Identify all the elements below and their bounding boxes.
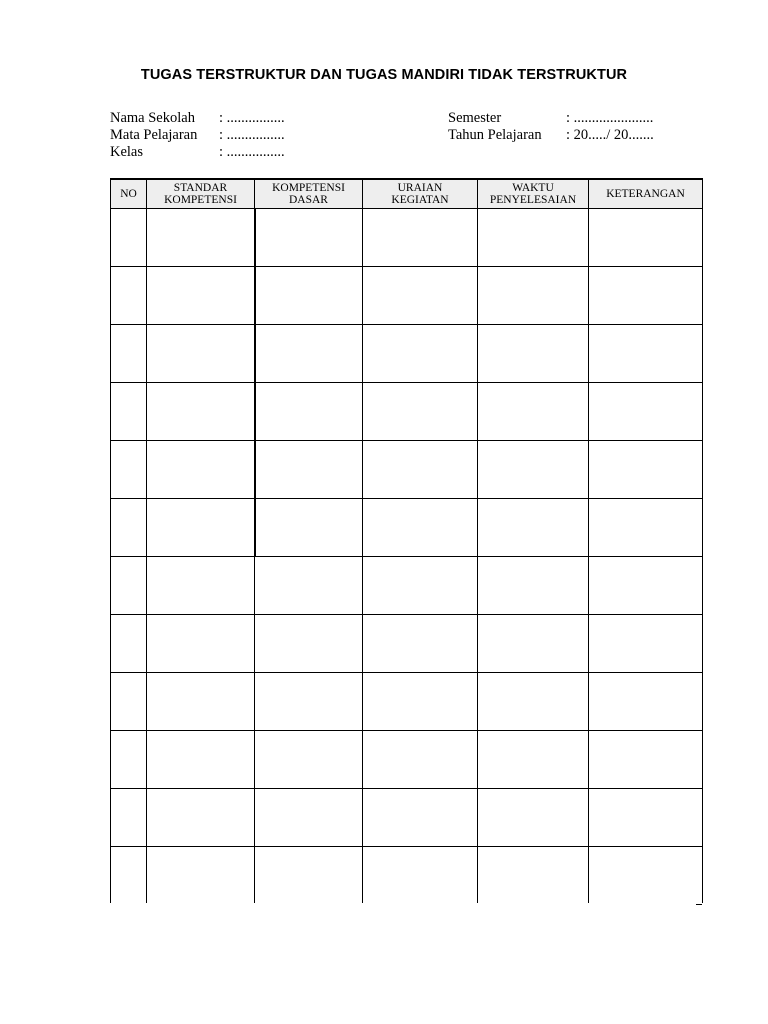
- info-value: : ......................: [566, 110, 654, 126]
- header-cell-uraian-kegiatan: [363, 179, 478, 209]
- table-cell: [255, 847, 363, 904]
- table-cell: [255, 615, 363, 673]
- table-cell: [255, 325, 363, 383]
- table-row: [111, 615, 703, 673]
- table-row: [111, 499, 703, 557]
- table-cell: [363, 209, 478, 267]
- assignment-table: [110, 178, 703, 903]
- table-cell: [589, 499, 703, 557]
- table-cell: [363, 267, 478, 325]
- table-cell: [111, 267, 147, 325]
- table-cell: [363, 557, 478, 615]
- table-cell: [478, 441, 589, 499]
- table-cell: [363, 499, 478, 557]
- header-line-1: NO: [120, 187, 137, 200]
- table-row: [111, 325, 703, 383]
- table-row: [111, 673, 703, 731]
- table-cell: [478, 615, 589, 673]
- table-cell: [363, 325, 478, 383]
- table-cell: [478, 847, 589, 904]
- table-cell: [147, 267, 255, 325]
- table-cell: [111, 209, 147, 267]
- header-line-1: WAKTU: [512, 181, 554, 194]
- table-row: [111, 731, 703, 789]
- info-row-semester: [448, 110, 654, 127]
- header-cell-no: [111, 179, 147, 209]
- header-cell-kompetensi-dasar: [255, 179, 363, 209]
- table-cell: [478, 499, 589, 557]
- table-row: [111, 557, 703, 615]
- table-cell: [147, 383, 255, 441]
- table-cell: [589, 557, 703, 615]
- table-cell: [147, 209, 255, 267]
- table-cell: [111, 441, 147, 499]
- header-line-2: KEGIATAN: [391, 194, 449, 206]
- table-cell: [589, 267, 703, 325]
- table-row: [111, 789, 703, 847]
- table-cell: [589, 615, 703, 673]
- table-cell: [478, 325, 589, 383]
- table-end-mark: [696, 904, 702, 905]
- table-cell: [111, 557, 147, 615]
- table-cell: [147, 789, 255, 847]
- table-cell: [255, 731, 363, 789]
- table-row: [111, 847, 703, 904]
- table-cell: [147, 673, 255, 731]
- table-cell: [111, 673, 147, 731]
- table-cell: [478, 731, 589, 789]
- table-cell: [478, 557, 589, 615]
- table-cell: [111, 325, 147, 383]
- table-cell: [363, 847, 478, 904]
- table-cell: [147, 499, 255, 557]
- table-cell: [255, 789, 363, 847]
- table-cell: [589, 789, 703, 847]
- header-cell-standar-kompetensi: [147, 179, 255, 209]
- info-label: Mata Pelajaran: [110, 127, 198, 143]
- header-line-2: KOMPETENSI: [164, 194, 237, 206]
- info-row-mata-pelajaran: [110, 127, 285, 144]
- table-cell: [147, 557, 255, 615]
- table-cell: [478, 267, 589, 325]
- table-cell: [363, 731, 478, 789]
- table-cell: [363, 383, 478, 441]
- table-cell: [255, 557, 363, 615]
- table-cell: [363, 441, 478, 499]
- info-value: : ................: [219, 110, 285, 126]
- table-cell: [147, 731, 255, 789]
- header-cell-keterangan: [589, 179, 703, 209]
- table-cell: [589, 673, 703, 731]
- table-cell: [111, 847, 147, 904]
- table-cell: [255, 383, 363, 441]
- table-cell: [589, 731, 703, 789]
- table-cell: [111, 499, 147, 557]
- table-cell: [363, 615, 478, 673]
- table-cell: [589, 209, 703, 267]
- header-line-1: KOMPETENSI: [272, 181, 345, 194]
- info-row-kelas: [110, 144, 285, 161]
- table-cell: [478, 383, 589, 441]
- info-value: : ................: [219, 127, 285, 143]
- table-cell: [111, 615, 147, 673]
- header-cell-waktu-penyelesaian: [478, 179, 589, 209]
- table-row: [111, 209, 703, 267]
- table-cell: [589, 441, 703, 499]
- table-cell: [589, 383, 703, 441]
- info-row-nama-sekolah: [110, 110, 285, 127]
- school-info-right: [448, 110, 654, 144]
- table-cell: [363, 673, 478, 731]
- document-title: TUGAS TERSTRUKTUR DAN TUGAS MANDIRI TIDAK TERSTRUKTUR: [140, 67, 628, 83]
- table-cell: [111, 789, 147, 847]
- info-label: Semester: [448, 110, 502, 126]
- table-cell: [478, 673, 589, 731]
- school-info-left: [110, 110, 285, 161]
- header-line-1: URAIAN: [397, 181, 443, 194]
- info-row-tahun-pelajaran: [448, 127, 654, 144]
- table-cell: [147, 847, 255, 904]
- header-line-2: PENYELESAIAN: [489, 194, 577, 206]
- info-label: Tahun Pelajaran: [448, 127, 542, 143]
- table-row: [111, 267, 703, 325]
- table-cell: [255, 499, 363, 557]
- table-row: [111, 441, 703, 499]
- table-cell: [478, 789, 589, 847]
- header-line-1: KETERANGAN: [606, 187, 685, 200]
- table-cell: [478, 209, 589, 267]
- info-value: : ................: [219, 144, 285, 160]
- info-value: : 20...../ 20.......: [566, 127, 654, 143]
- header-line-2: DASAR: [289, 194, 328, 206]
- table-cell: [255, 267, 363, 325]
- table-cell: [111, 383, 147, 441]
- table-row: [111, 383, 703, 441]
- table-cell: [255, 441, 363, 499]
- table-cell: [111, 731, 147, 789]
- table-cell: [255, 673, 363, 731]
- table-cell: [589, 847, 703, 904]
- table-cell: [589, 325, 703, 383]
- header-line-1: STANDAR: [173, 181, 228, 194]
- info-label: Kelas: [110, 144, 144, 160]
- table-header-row: [111, 179, 703, 209]
- table-cell: [363, 789, 478, 847]
- info-label: Nama Sekolah: [110, 110, 195, 126]
- table-cell: [147, 441, 255, 499]
- table-cell: [147, 615, 255, 673]
- table-cell: [147, 325, 255, 383]
- table-cell: [255, 209, 363, 267]
